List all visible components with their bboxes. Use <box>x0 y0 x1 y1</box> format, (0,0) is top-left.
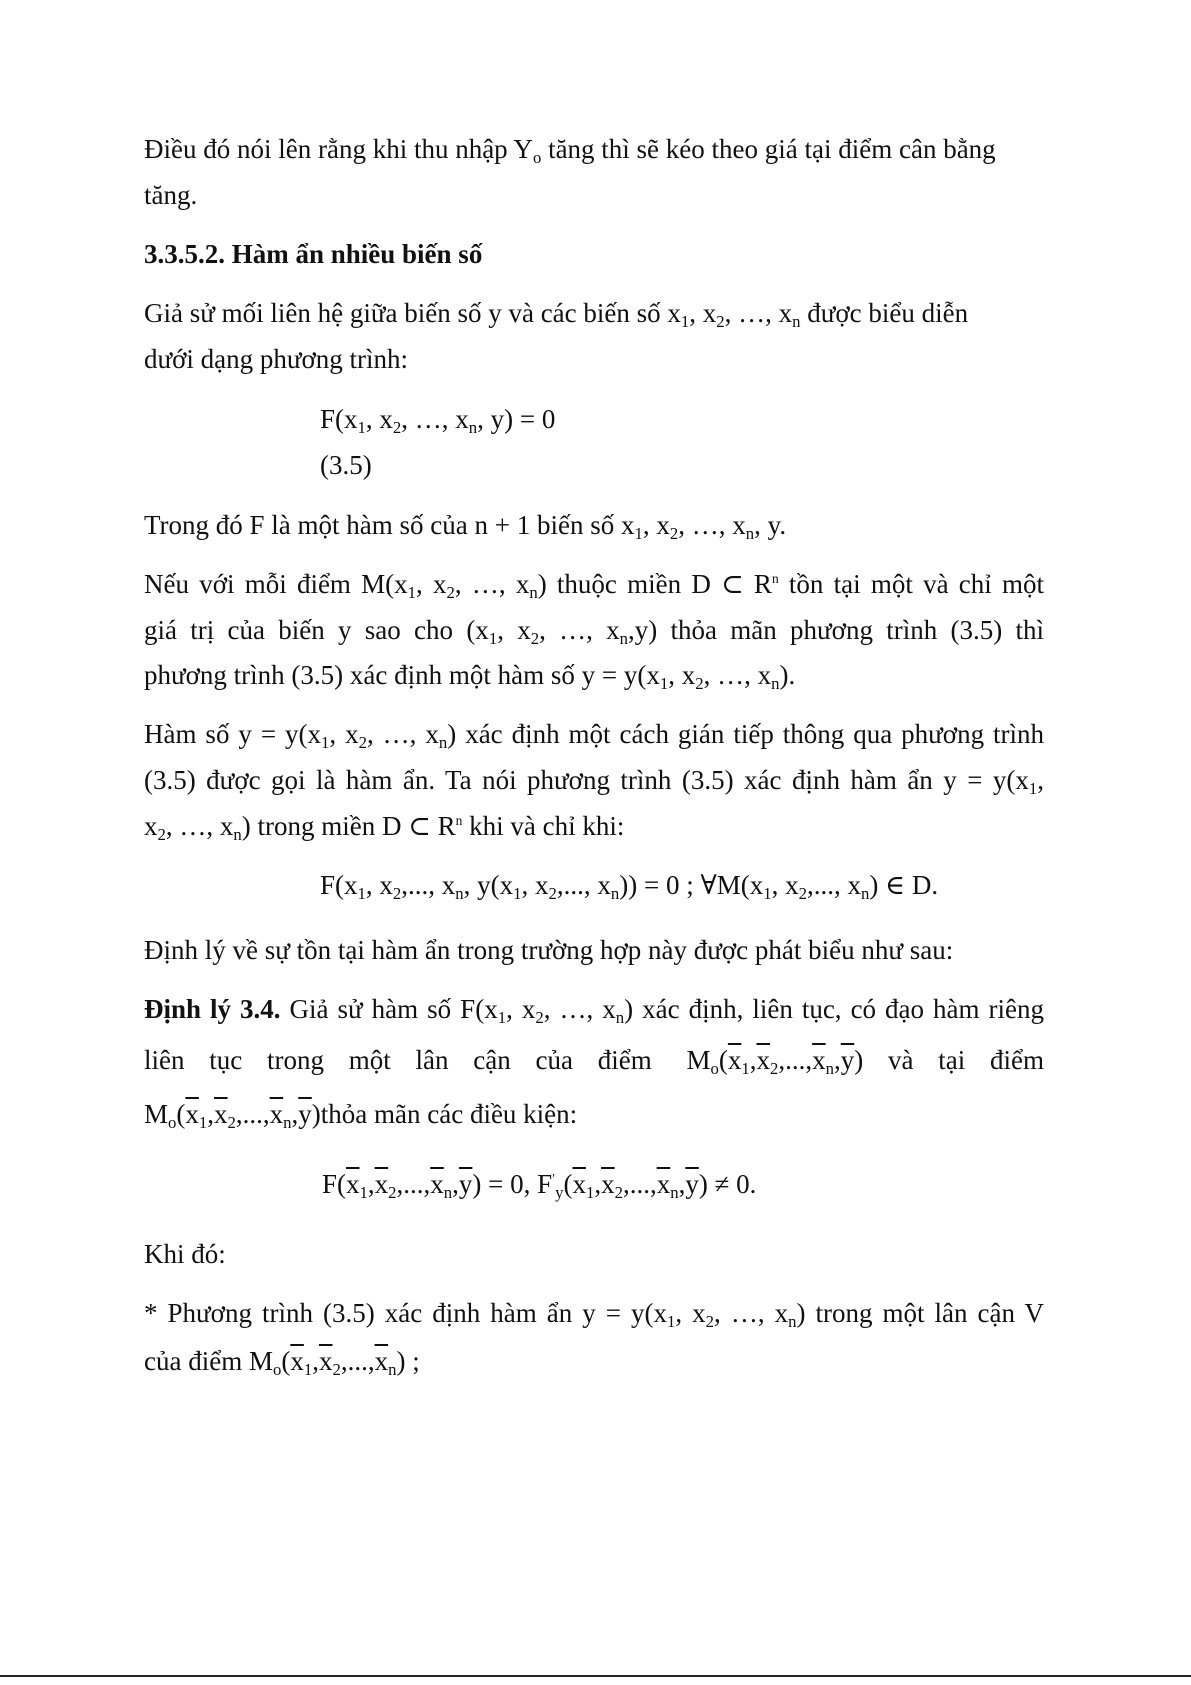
paragraph-line <box>144 132 1044 166</box>
subscript: o <box>532 148 542 168</box>
text: x <box>702 298 717 328</box>
paragraph-line: Trong đó F là một hàm số của n + 1 biến số $x_1$, $x_2$, …, $x_n$, y. <box>144 510 787 544</box>
subscript: n <box>792 312 801 332</box>
point-M0: $M_o(\overline{x}_1,\overline{x}_2,...,\overline{x}_n)$ <box>248 1346 406 1380</box>
text: , <box>689 298 697 328</box>
subscript: 2 <box>716 312 725 332</box>
paragraph-line: Khi đó: <box>144 1239 226 1269</box>
equation: $F(x_1$, $x_2$, …, $x_n$, y) = 0 <box>320 404 556 438</box>
text: được biểu diễn <box>800 298 969 328</box>
paragraph-line: giá trị của biến y sao cho ($x_1$, $x_2$, …, $x_n,y$) thỏa mãn phương trình (3.5) thì <box>144 615 1045 649</box>
equation-number: (3.5) <box>320 450 372 480</box>
section-heading: 3.3.5.2. Hàm ẩn nhiều biến số <box>144 239 483 269</box>
theorem-label: Định lý 3.4. <box>144 994 281 1024</box>
paragraph-line: của điểm $M_o(\overline{x}_1,\overline{x}_2,...,\overline{x}_n)$ ; <box>144 1346 420 1380</box>
text: , …, x <box>724 298 793 328</box>
paragraph-line: phương trình (3.5) xác định một hàm số $y = y(x_1$, $x_2$, …, $x_n$). <box>144 660 796 694</box>
theorem-line: Định lý 3.4. Giả sử hàm số $F(x_1$, $x_2$, …, $x_n$) xác định, liên tục, có đạo hàm riêng <box>144 994 1045 1028</box>
theorem-line: $M_o(\overline{x}_1,\overline{x}_2,...,\overline{x}_n,\overline{y})thỏa$ mãn các điều kiện: <box>144 1099 578 1133</box>
text: dưới dạng phương trình: <box>144 344 409 374</box>
paragraph-line <box>144 296 1044 330</box>
paragraph-line: (3.5) được gọi là hàm ẩn. Ta nói phương trình (3.5) xác định hàm ẩn $y = y(x_1$, <box>144 765 1044 799</box>
paragraph-line: Nếu với mỗi điểm $M(x_1$, $x_2$, …, $x_n$) thuộc miền D ⊂ $R^n$ tồn tại một và chỉ một <box>144 569 1045 603</box>
text: Điều đó nói lên rằng khi thu nhập Y <box>144 134 533 164</box>
page-bottom-rule <box>0 1675 1191 1677</box>
paragraph-line <box>144 178 1044 212</box>
point-M0: $M_o(\overline{x}_1,\overline{x}_2,...,\overline{x}_n,\overline{y})$ <box>144 1099 321 1133</box>
paragraph-line <box>144 342 1044 376</box>
subscript: 1 <box>680 312 690 332</box>
point-M0: $M_o(\overline{x}_1,\overline{x}_2,...,\overline{x}_n,\overline{y})$ <box>686 1045 864 1079</box>
paragraph-line: Hàm số $y = y(x_1$, $x_2$, …, $x_n$) xác định một cách gián tiếp thông qua phương trình <box>144 719 1045 753</box>
text: tăng thì sẽ kéo theo giá tại điểm cân bằng <box>541 134 996 164</box>
paragraph-line: * Phương trình (3.5) xác định hàm ẩn $y = y(x_1$, $x_2$, …, $x_n$) trong một lân cận V <box>144 1298 1045 1332</box>
paragraph-line: $x_2$, …, $x_n$) trong miền D ⊂ $R^n$ khi và chỉ khi: <box>144 811 625 845</box>
theorem-line: liên tục trong một lân cận của điểm $M_o(\overline{x}_1,\overline{x}_2,...,\overline{x}_n,\overline{y})$ và tại điểm <box>144 1045 1044 1079</box>
text: tăng. <box>144 180 198 210</box>
paragraph-line: Định lý về sự tồn tại hàm ẩn trong trường hợp này được phát biểu như sau: <box>144 935 954 965</box>
equation: $F(\overline{x}_1,\overline{x}_2,...,\overline{x}_n,\overline{y}) = 0$, $F'_y(\overline{x}_1,\overline{x}_2,...,\overline{x}_n,\overline{y}) \ne 0$. <box>322 1169 757 1203</box>
text: Giả sử mối liên hệ giữa biến số y và các biến số x <box>144 298 681 328</box>
equation: $F(x_1$, $x_2$,..., $x_n$, $y(x_1$, $x_2$,..., $x_n)) = 0$ ; $\forall M(x_1$, $x_2$,..., $x_n$) ∈ D. <box>320 870 939 904</box>
